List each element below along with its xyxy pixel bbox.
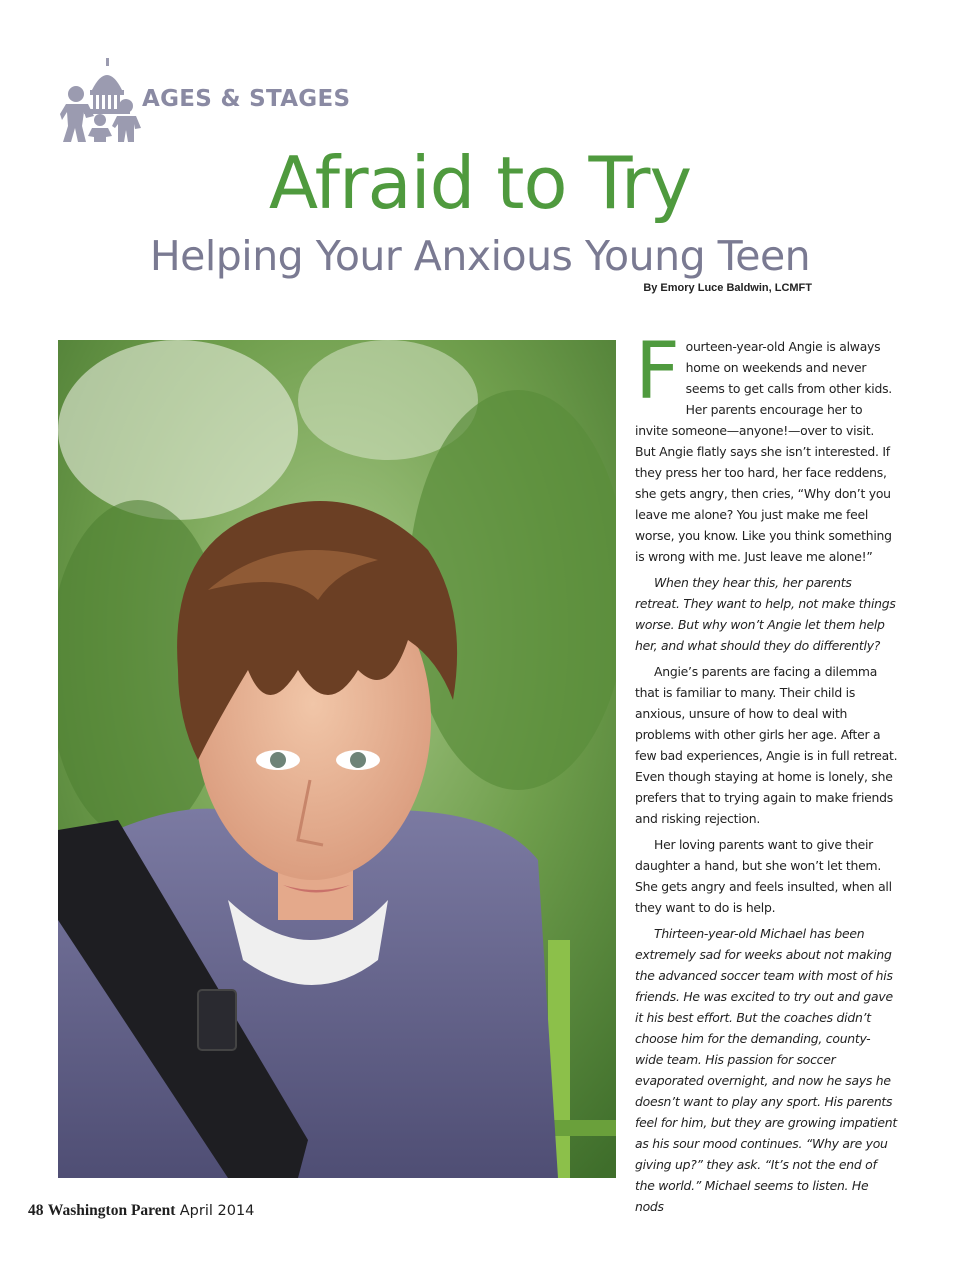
article-subtitle: Helping Your Anxious Young Teen	[149, 232, 811, 280]
article-body	[635, 327, 898, 1222]
teen-boy-photo	[58, 340, 616, 1178]
paragraph	[635, 327, 898, 567]
capitol-dome-family-icon	[60, 56, 142, 144]
paragraph-text: ourteen-year-old Angie is always home on weekends and never seems to get calls from other kids. Her parents encourage her to invite someone—anyone!—over to visit. But Angie flatly says she isn’t interested. If they press her too hard, her face reddens, she gets angry, then cries, “Why don’t you leave me alone? You just make me feel worse, you know. Like you think something is wrong with me. Just leave me alone!”	[635, 339, 892, 564]
paragraph: Angie’s parents are facing a dilemma that is familiar to many. Their child is anxious, unsure of how to deal with problems with other girls her age. After a few bad experiences, Angie is in full retreat. Even though staying at home is lonely, she prefers that to trying again to make friends and risking rejection.	[635, 664, 898, 826]
drop-cap: F	[635, 327, 680, 417]
publication-name: Washington Parent	[47, 1202, 176, 1219]
article-title: Afraid to Try	[268, 141, 692, 225]
paragraph: Thirteen-year-old Michael has been extremely sad for weeks about not making the advanced soccer team with most of his friends. He was excited to try out and gave it his best effort. But the coaches didn’t choose him for the demanding, county-wide team. His passion for soccer evaporated overnight, and now he says he doesn’t want to play any sport. His parents feel for him, but they are growing impatient as his sour mood continues. “Why are you giving up?” they ask. “It’s not the end of the world.” Michael seems to listen. He nods	[635, 926, 897, 1214]
paragraph: When they hear this, her parents retreat. They want to help, not make things worse. But why won’t Angie let them help her, and what should they do differently?	[635, 575, 896, 653]
issue-date: April 2014	[179, 1203, 255, 1219]
paragraph: Her loving parents want to give their daughter a hand, but she won’t let them. She gets angry and feels insulted, when all they want to do is help.	[635, 837, 892, 915]
byline: By Emory Luce Baldwin, LCMFT	[643, 282, 812, 294]
section-label: AGES & STAGES	[142, 86, 351, 112]
page-footer	[28, 1202, 254, 1220]
page-number: 48	[28, 1202, 44, 1219]
